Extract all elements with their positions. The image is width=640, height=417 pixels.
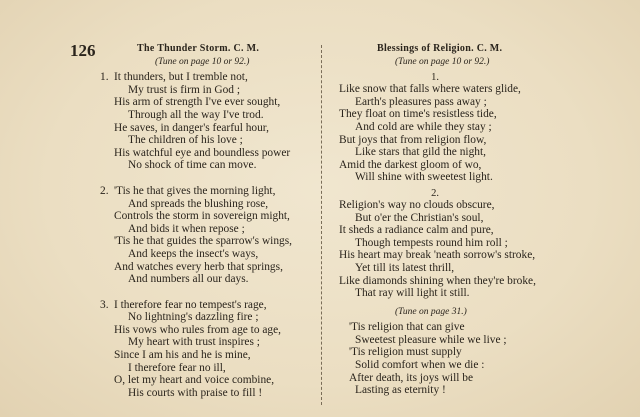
tune-reference-second: (Tune on page 31.): [395, 306, 467, 317]
verse-line: And watches every herb that springs,: [114, 260, 283, 273]
verse-text: It thunders, but I tremble not,: [114, 71, 248, 84]
right-column: [335, 43, 560, 397]
verse-line: After death, its joys will be: [349, 371, 474, 384]
left-stanzas: [100, 71, 320, 399]
page-number: 126: [70, 41, 96, 60]
verse-line: Through all the way I've trod.: [128, 108, 264, 121]
verse-line: 'Tis religion that can give: [349, 321, 465, 334]
verse-line: Controls the storm in sovereign might,: [114, 210, 290, 223]
verse-line: Like stars that gild the night,: [355, 146, 486, 159]
stanza-number: 3.: [100, 298, 109, 311]
stanza: [335, 72, 560, 184]
verse-line: Amid the darkest gloom of wo,: [339, 158, 482, 171]
verse-line: No lightning's dazzling fire ;: [128, 311, 259, 324]
verse-line: But joys that from religion flow,: [339, 133, 487, 146]
verse-line: My heart with trust inspires ;: [128, 336, 260, 349]
verse-line: The children of his love ;: [128, 134, 243, 147]
verse-line: It sheds a radiance calm and pure,: [339, 224, 494, 237]
verse-line: Lasting as eternity !: [355, 384, 446, 397]
verse-line: Since I am his and he is mine,: [114, 349, 251, 362]
verse-line: His arm of strength I've ever sought,: [114, 96, 281, 109]
verse-line: Solid comfort when we die :: [355, 359, 485, 372]
verse-line: Like snow that falls where waters glide,: [339, 83, 521, 96]
tune-reference: (Tune on page 10 or 92.): [155, 56, 250, 67]
verse-line: His heart may break 'neath sorrow's stroke,: [339, 249, 536, 262]
verse-line: Earth's pleasures pass away ;: [355, 95, 487, 108]
verse-line: Sweetest pleasure while we live ;: [355, 333, 507, 346]
stanza-unnumbered: [335, 321, 560, 397]
hymn-title-blessings-of-religion: Blessings of Religion. C. M.: [377, 43, 503, 54]
verse-line: But o'er the Christian's soul,: [355, 211, 484, 224]
verse-line: Like diamonds shining when they're broke,: [339, 274, 536, 287]
stanza: [100, 185, 320, 286]
verse-line: 'Tis religion must supply: [349, 346, 462, 359]
verse-line: His vows who rules from age to age,: [114, 323, 282, 336]
verse-line: They float on time's resistless tide,: [339, 108, 497, 121]
tune-reference: (Tune on page 10 or 92.): [395, 56, 490, 67]
verse-line: O, let my heart and voice combine,: [114, 374, 275, 387]
verse-text: 'Tis he that gives the morning light,: [114, 184, 276, 197]
verse-line: And spreads the blushing rose,: [128, 197, 269, 210]
verse-line: No shock of time can move.: [128, 159, 257, 172]
verse-line: [100, 299, 320, 312]
verse-line: He saves, in danger's fearful hour,: [114, 121, 269, 134]
verse-line: [100, 71, 320, 84]
verse-line: Yet till its latest thrill,: [355, 261, 455, 274]
stanza-number: 2.: [100, 184, 109, 197]
verse-line: 'Tis he that guides the sparrow's wings,: [114, 235, 293, 248]
verse-line: That ray will light it still.: [355, 287, 470, 300]
verse-line: And cold are while they stay ;: [355, 120, 492, 133]
left-column: [100, 43, 320, 399]
stanza-number: 1.: [100, 71, 109, 84]
verse-line: His watchful eye and boundless power: [114, 146, 291, 159]
stanza-number: 2.: [431, 187, 439, 199]
verse-line: Religion's way no clouds obscure,: [339, 198, 495, 211]
verse-line: His courts with praise to fill !: [128, 386, 263, 399]
column-divider: [321, 45, 322, 405]
verse-line: I therefore fear no ill,: [128, 361, 226, 374]
stanza: [100, 71, 320, 172]
hymn-title-thunder-storm: The Thunder Storm. C. M.: [137, 43, 260, 54]
verse-line: And bids it when repose ;: [128, 222, 245, 235]
verse-text: I therefore fear no tempest's rage,: [114, 298, 267, 311]
verse-line: And numbers all our days.: [128, 273, 249, 286]
stanza-number: 1.: [431, 72, 439, 84]
verse-line: Though tempests round him roll ;: [355, 236, 508, 249]
verse-line: And keeps the insect's ways,: [128, 247, 259, 260]
stanza: [335, 188, 560, 300]
verse-line: My trust is firm in God ;: [128, 83, 241, 96]
verse-line: [100, 185, 320, 198]
stanza: [100, 299, 320, 400]
verse-line: Will shine with sweetest light.: [355, 171, 493, 184]
right-stanzas: [335, 72, 560, 300]
